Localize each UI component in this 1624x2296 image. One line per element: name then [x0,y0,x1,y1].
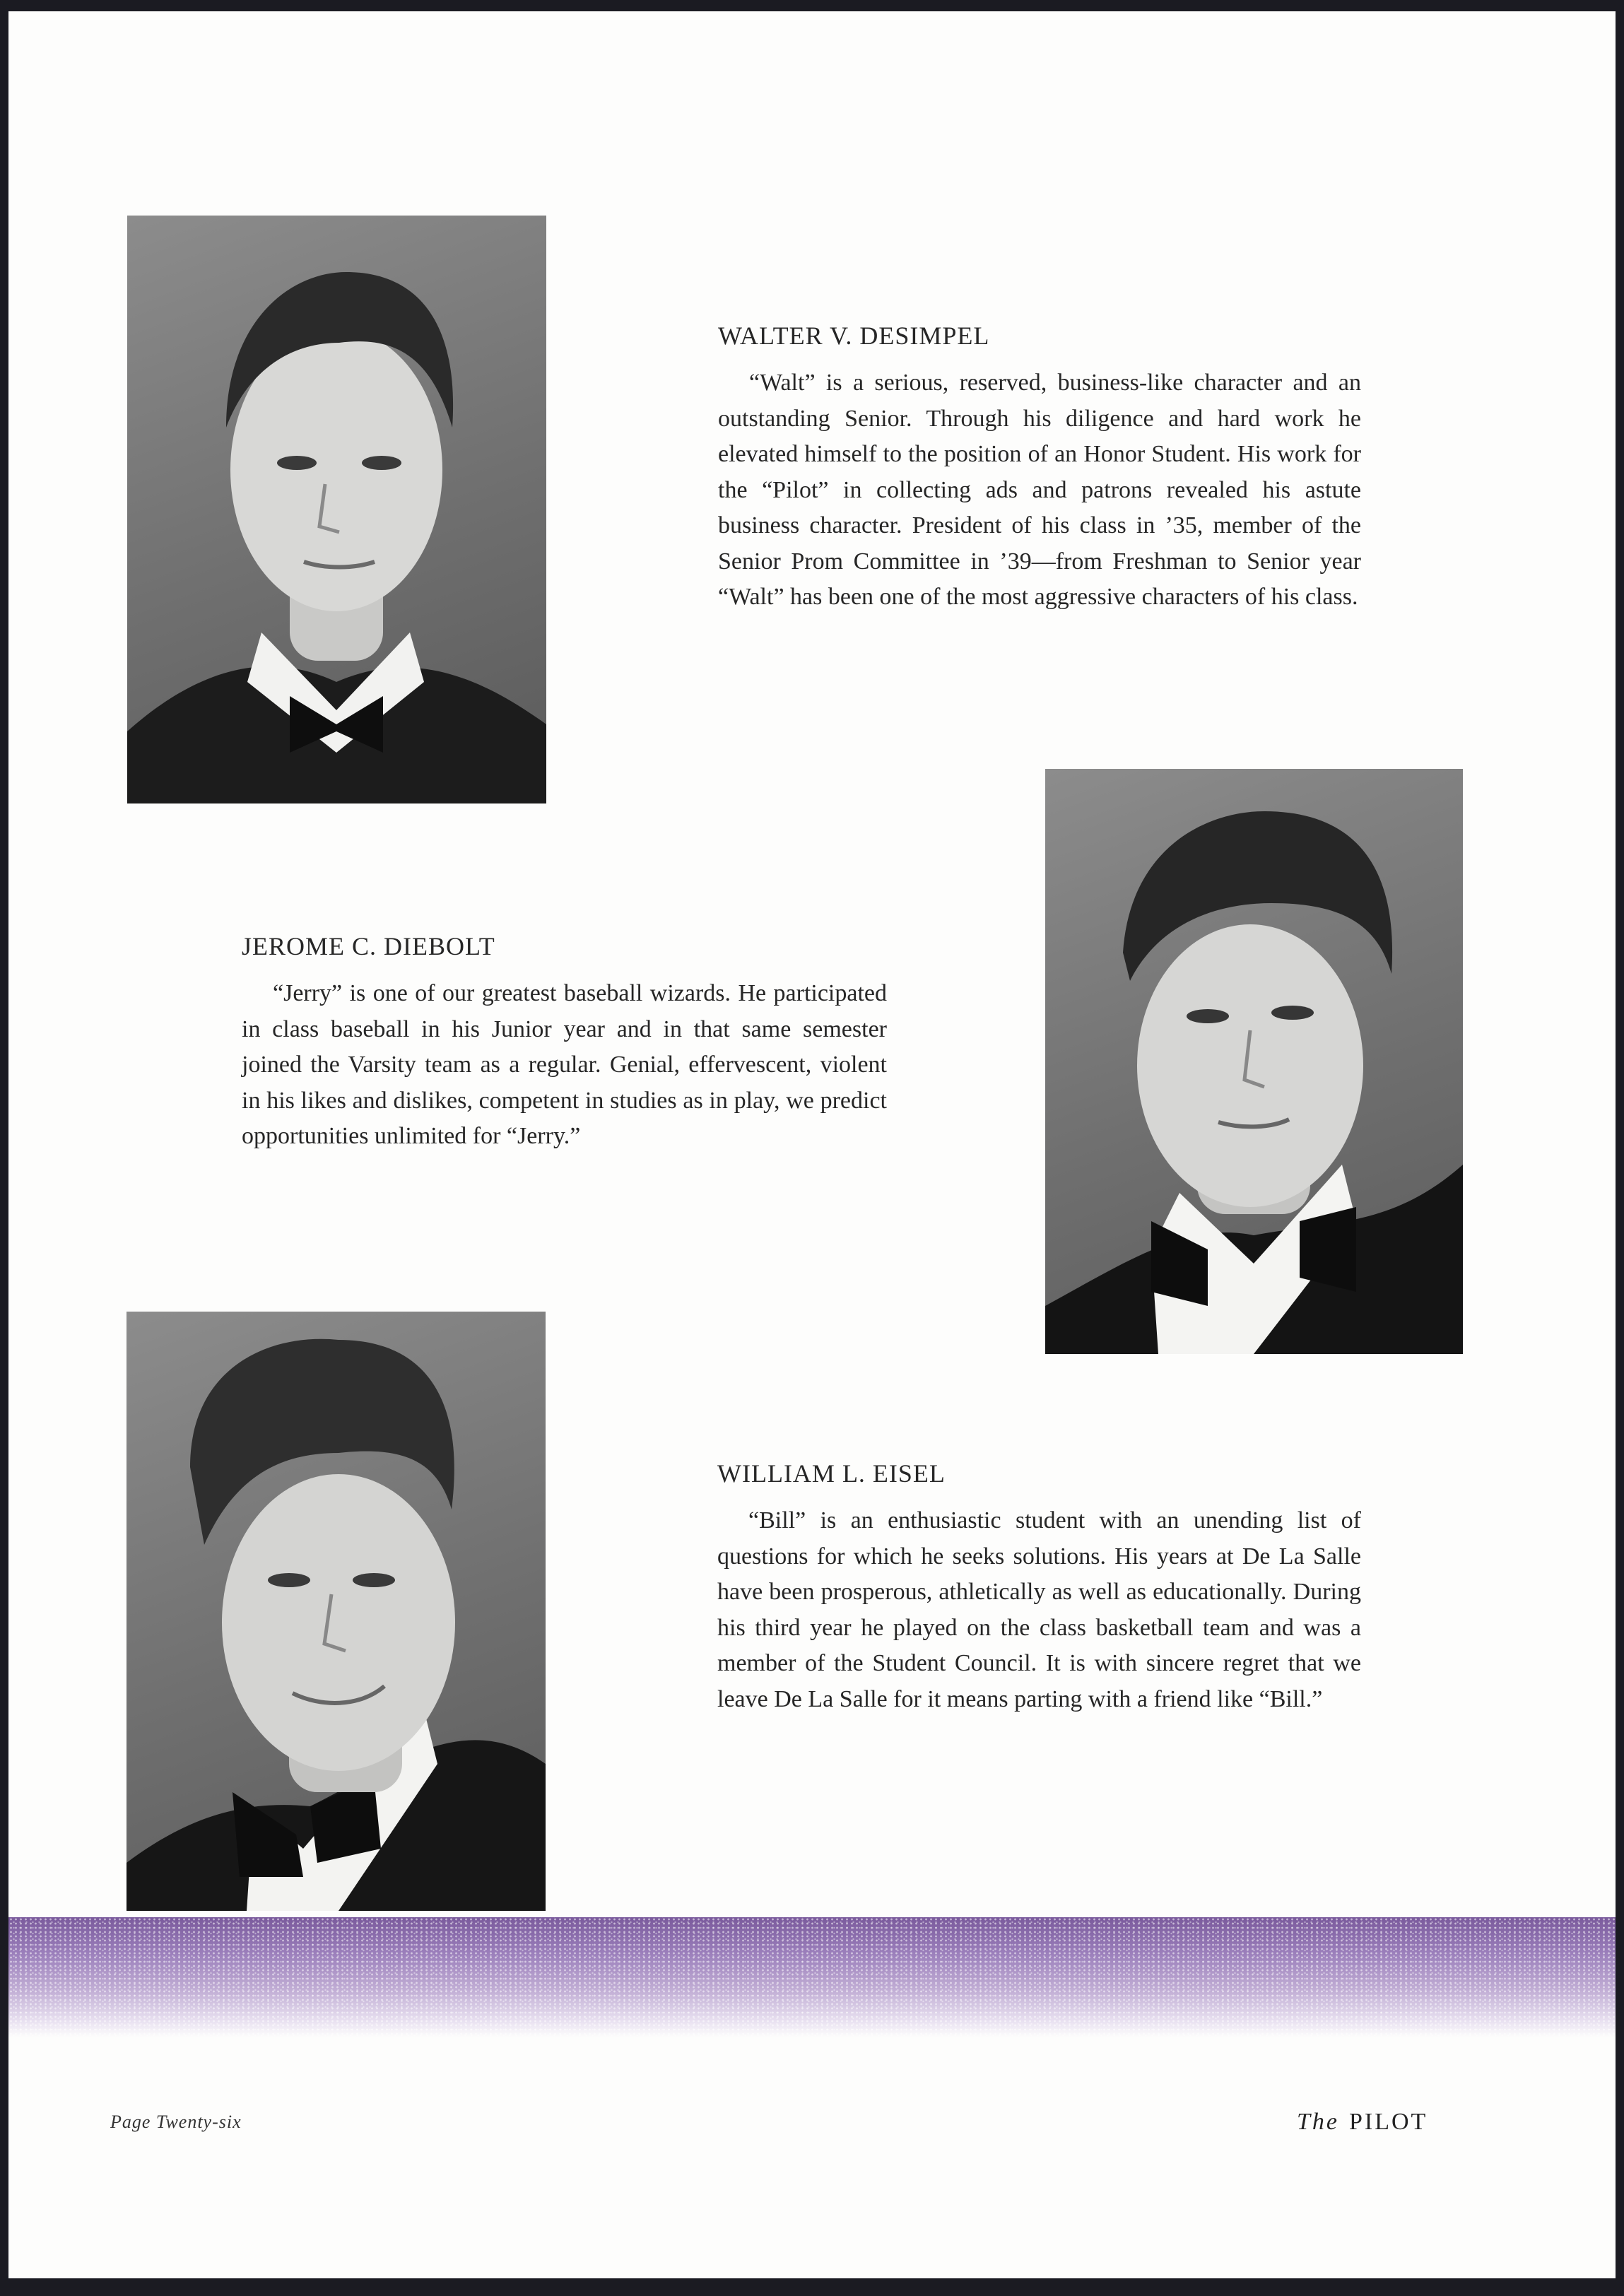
portrait-walter-desimpel [127,216,546,803]
entry-walter-desimpel [718,320,1361,616]
student-name: WALTER V. DESIMPEL [718,322,990,350]
portrait-william-eisel [126,1312,546,1911]
student-bio: “Walt” is a serious, reserved, business-like character and an outstanding Senior. Through his diligence and hard work he elevated himself to the position of an Honor Student. His work for the “Pilot” in collecting ads and patrons revealed his astute business character. President of his class in ’35, member of the Senior Prom Committee in ’39—from Freshman to Senior year “Walt” has been one of the most aggressive characters of his class. [718,370,1361,610]
publication-title [1297,2109,1428,2136]
student-name: JEROME C. DIEBOLT [242,932,495,960]
publication-prefix: The [1297,2109,1339,2135]
student-bio: “Jerry” is one of our greatest baseball wizards. He participated in class baseball in his Junior year and in that same semester joined the Varsity team as a regular. Genial, effervescent, violent in his likes and dislikes, competent in studies as in play, we predict opportunities unlimited for “Jerry.” [242,980,887,1149]
entry-jerome-diebolt [242,931,887,1155]
decorative-band [8,1917,1616,2037]
publication-name: PILOT [1349,2109,1428,2135]
student-name: WILLIAM L. EISEL [717,1459,946,1488]
yearbook-page [8,11,1616,2278]
student-bio: “Bill” is an enthusiastic student with an unending list of questions for which he seeks solutions. His years at De La Salle have been prosperous, athletically as well as educationally. During his third year he played on the class basketball team and was a member of the Student Council. It is with sincere regret that we leave De La Salle for it means parting with a friend like “Bill.” [717,1507,1361,1712]
portrait-jerome-diebolt [1045,769,1463,1354]
page-number: Page Twenty-six [110,2112,242,2132]
entry-william-eisel [717,1458,1361,1717]
